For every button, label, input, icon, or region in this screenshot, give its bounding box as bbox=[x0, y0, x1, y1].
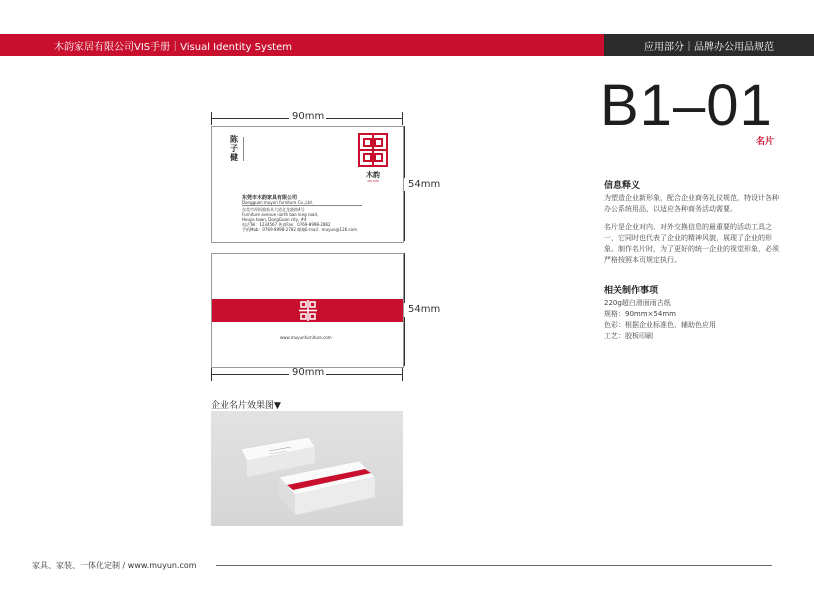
card-company-cn: 东莞市木韵家具有限公司 bbox=[242, 195, 298, 201]
info-paragraph-1: 为塑造企业新形象，配合企业商务礼仪规范，特设计各种办公系统用品，以适应各种商务活动需要。 bbox=[604, 194, 779, 213]
logo-text: 木韵 bbox=[366, 171, 380, 179]
width-dimension-top: 90mm bbox=[292, 111, 325, 122]
dimension-line bbox=[326, 118, 403, 119]
footer-slogan: 家具、家装、一体化定制 / www.muyun.com bbox=[32, 561, 197, 570]
info-title: 信息释义 bbox=[604, 181, 641, 191]
dimension-tick bbox=[402, 112, 403, 125]
production-item: 规格：90mm×54mm bbox=[604, 310, 676, 318]
dimension-line bbox=[404, 317, 405, 366]
dimension-line bbox=[404, 253, 405, 303]
card-address-cn: 东莞市厚街镇家具大道北龙陵路4号 bbox=[242, 207, 305, 212]
dimension-tick bbox=[211, 368, 212, 381]
section-title: 应用部分｜品牌办公用品规范 bbox=[644, 42, 774, 53]
logo-mark-icon bbox=[358, 133, 388, 167]
section-bar bbox=[604, 34, 814, 56]
manual-title: 木韵家居有限公司VIS手册｜Visual Identity System bbox=[54, 42, 292, 53]
dimension-tick bbox=[402, 368, 403, 381]
header-bar bbox=[0, 34, 604, 56]
dimension-tick bbox=[211, 112, 212, 125]
card-contact: 电话Tel：1234567 传真Fax：0769-8998-2862 bbox=[242, 222, 331, 227]
card-divider bbox=[242, 205, 362, 206]
dimension-line bbox=[404, 126, 405, 178]
name-divider bbox=[243, 137, 244, 161]
production-item: 工艺：胶板印刷 bbox=[604, 332, 653, 340]
footer-divider bbox=[216, 565, 772, 566]
dimension-line bbox=[326, 374, 403, 375]
production-item: 220g超白滑面雨古纸 bbox=[604, 299, 671, 307]
card-address-en: Furniture avenue north bao long road, bbox=[242, 212, 319, 217]
card-back-logo bbox=[298, 299, 318, 322]
mockup-label: 企业名片效果图▼ bbox=[211, 401, 281, 411]
card-stack-illustration bbox=[211, 411, 403, 526]
brand-logo bbox=[358, 133, 388, 183]
mockup-image bbox=[211, 411, 403, 526]
width-dimension-bottom: 90mm bbox=[292, 367, 325, 378]
logo-subtext: MUYUN bbox=[367, 179, 379, 183]
production-title: 相关制作事项 bbox=[604, 286, 659, 296]
height-dimension-back: 54mm bbox=[408, 304, 441, 315]
height-dimension-front: 54mm bbox=[408, 179, 441, 190]
card-company-en: Dongguan muyun furniture Co.,Ltd. bbox=[242, 200, 313, 205]
logo-mark-icon bbox=[298, 299, 318, 322]
card-address-en: Houjie town, DongGuan city, #4 bbox=[242, 217, 307, 222]
business-card-front bbox=[211, 126, 404, 243]
card-contact: 手机Mob：0769-8998-2782 邮箱E-mail：muyun@126.com bbox=[242, 227, 357, 232]
card-name: 陈子健 bbox=[230, 135, 238, 162]
card-website: www.muyunfurniture.com bbox=[280, 335, 332, 340]
dimension-line bbox=[404, 191, 405, 241]
info-paragraph-2: 名片是企业对内、对外交换信息的最重要的活动工具之一，它同时也代表了企业的精神风貌，展现了企业的形象。制作名片时，为了更好的统一企业的视觉形象，必须严格按照本页规定执行。 bbox=[604, 223, 779, 264]
page-subtitle: 名片 bbox=[756, 137, 775, 147]
dimension-line bbox=[212, 118, 289, 119]
business-card-back bbox=[211, 253, 404, 368]
dimension-line bbox=[212, 374, 289, 375]
page-code: B1–01 bbox=[600, 73, 773, 138]
production-item: 色彩：根据企业标准色、辅助色应用 bbox=[604, 321, 716, 329]
